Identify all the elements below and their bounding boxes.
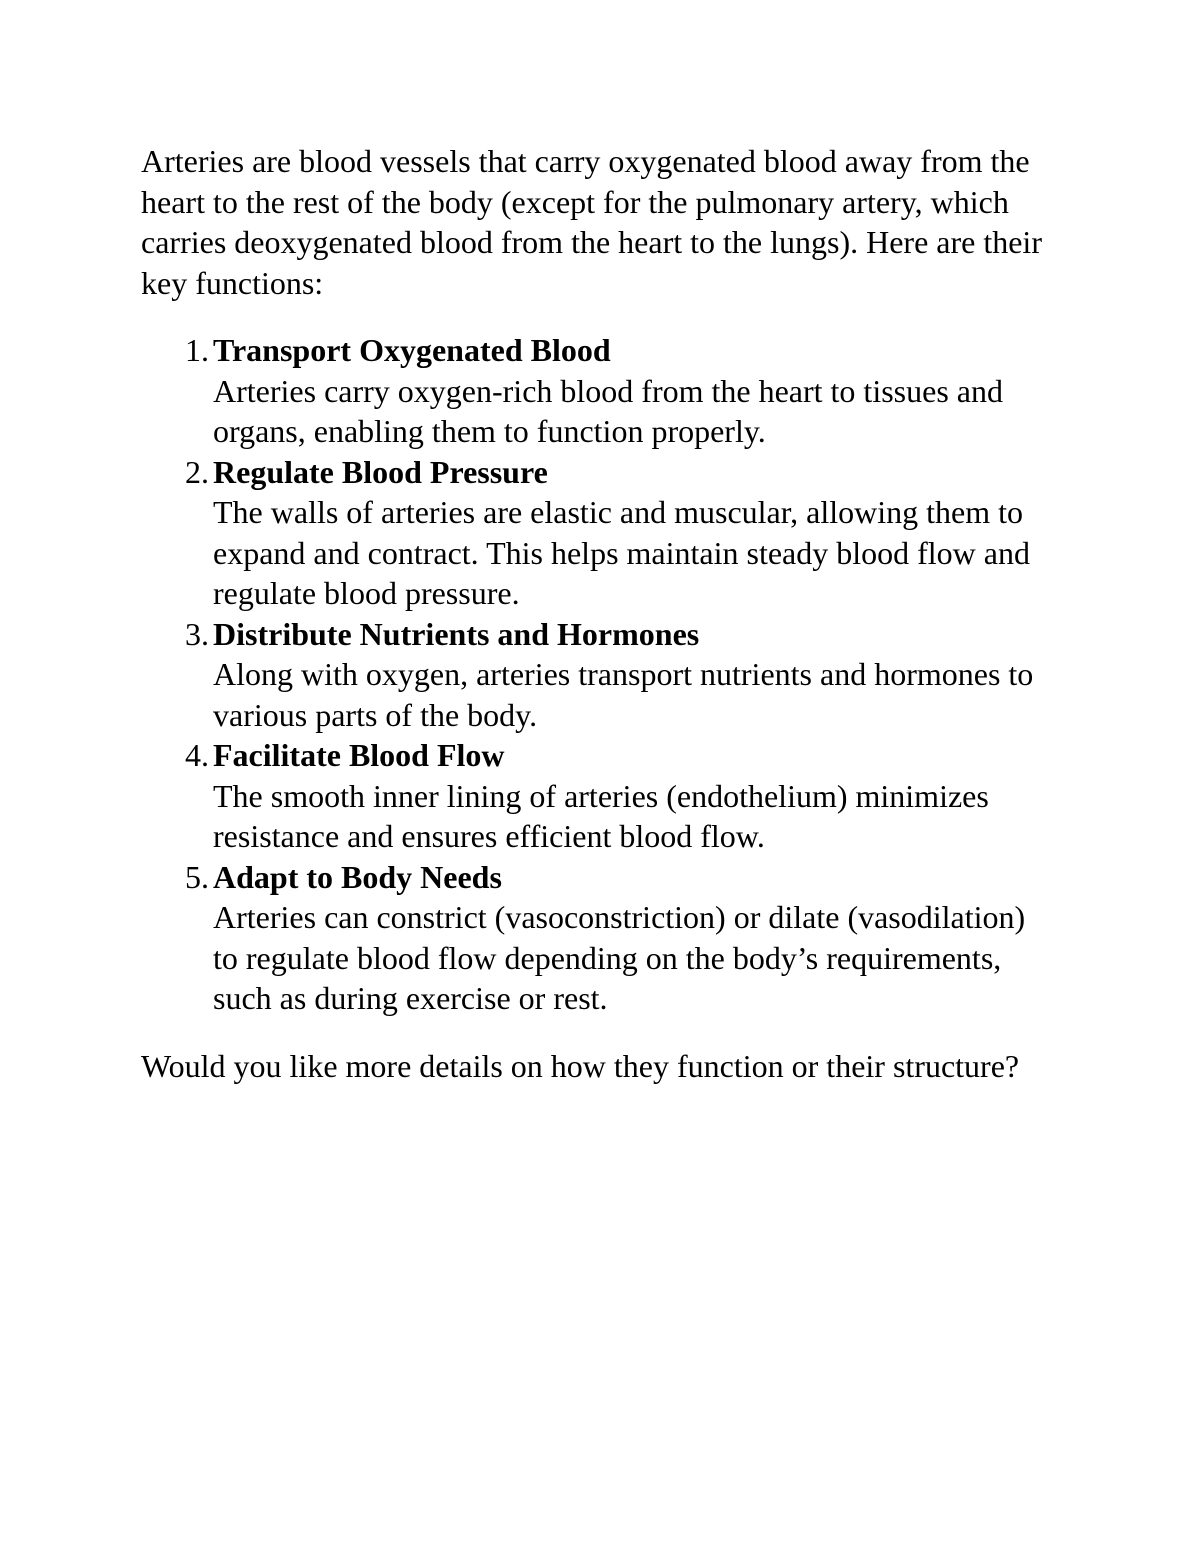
list-item <box>141 735 1051 857</box>
list-item-description: Arteries can constrict (vasoconstriction) or dilate (vasodilation) to regulate blood flow depending on the body’s requirements, such as during exercise or rest. <box>213 899 1026 1016</box>
list-item-number: 3. <box>185 615 209 652</box>
list-item-number: 1. <box>185 332 209 368</box>
list-item-title: Regulate Blood Pressure <box>213 453 548 490</box>
list-item-number: 2. <box>185 453 209 490</box>
list-item-title: Facilitate Blood Flow <box>213 737 505 773</box>
closing-question: Would you like more details on how they function or their structure? <box>141 1047 1020 1084</box>
document-body <box>141 141 1051 1086</box>
list-item-number: 4. <box>185 737 209 773</box>
list-item-title: Distribute Nutrients and Hormones <box>213 615 700 652</box>
list-item <box>141 452 1051 614</box>
list-item-title: Adapt to Body Needs <box>213 858 502 895</box>
list-item-description: The walls of arteries are elastic and muscular, allowing them to expand and contract. This helps maintain steady blood flow and regulate blood pressure. <box>213 494 1030 611</box>
list-item <box>141 330 1051 452</box>
list-item-title: Transport Oxygenated Blood <box>213 332 611 368</box>
list-item <box>141 614 1051 736</box>
list-item-number: 5. <box>185 858 209 895</box>
functions-list <box>141 330 1051 1019</box>
list-item <box>141 857 1051 1019</box>
list-item-description: Along with oxygen, arteries transport nutrients and hormones to various parts of the body. <box>213 656 1034 733</box>
intro-paragraph: Arteries are blood vessels that carry oxygenated blood away from the heart to the rest of the body (except for the pulmonary artery, which carries deoxygenated blood from the heart to the lungs). Here are their key functions: <box>141 143 1042 301</box>
list-item-description: The smooth inner lining of arteries (endothelium) minimizes resistance and ensures efficient blood flow. <box>213 777 989 854</box>
list-item-description: Arteries carry oxygen-rich blood from the heart to tissues and organs, enabling them to function properly. <box>213 372 1003 449</box>
